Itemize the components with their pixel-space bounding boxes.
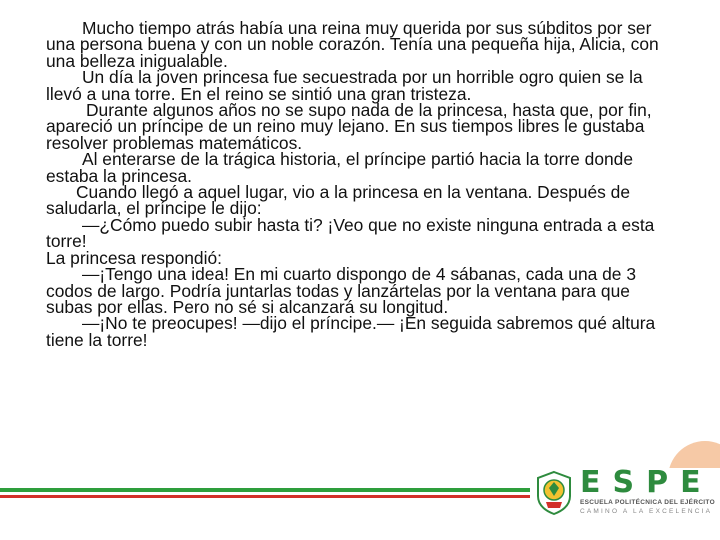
story-paragraph: Mucho tiempo atrás había una reina muy querida por sus súbditos por ser una persona buena y con un noble corazón. Tenía una pequeña hija, Alicia, con una belleza inigualable. bbox=[46, 18, 659, 71]
story-paragraph: La princesa respondió: bbox=[46, 247, 222, 268]
dialogue-line: —¿Cómo puedo subir hasta ti? ¡Veo que no existe ninguna entrada a esta torre! bbox=[46, 214, 655, 252]
story-paragraph: Un día la joven princesa fue secuestrada por un horrible ogro quien se la llevó a una torre. En el reino se sintió una gran tristeza. bbox=[46, 67, 643, 104]
espe-logo bbox=[530, 465, 720, 528]
logo-motto: CAMINO A LA EXCELENCIA bbox=[580, 508, 713, 515]
story-paragraph: Al enterarse de la trágica historia, el príncipe partió hacia la torre donde estaba la princesa. bbox=[46, 149, 634, 186]
story-text bbox=[46, 20, 676, 348]
logo-institution: ESCUELA POLITÉCNICA DEL EJÉRCITO bbox=[580, 499, 715, 506]
logo-letters: ESPE bbox=[580, 465, 713, 500]
seal-icon bbox=[534, 470, 574, 516]
story-paragraph: Cuando llegó a aquel lugar, vio a la princesa en la ventana. Después de saludarla, el príncipe le dijo: bbox=[46, 182, 630, 219]
story-paragraph: Durante algunos años no se supo nada de la princesa, hasta que, por fin, apareció un príncipe de un reino muy lejano. En sus tiempos libres le gustaba resolver problemas matemáticos. bbox=[46, 100, 652, 153]
dialogue-line: —¡No te preocupes! —dijo el príncipe.— ¡En seguida sabremos qué altura tiene la torre! bbox=[46, 313, 656, 350]
dialogue-line: —¡Tengo una idea! En mi cuarto dispongo de 4 sábanas, cada una de 3 codos de largo. Podría juntarlas todas y lanzártelas por la ventana para que subas por ellas. Pero no sé si alcanzará su longitud. bbox=[46, 264, 636, 317]
